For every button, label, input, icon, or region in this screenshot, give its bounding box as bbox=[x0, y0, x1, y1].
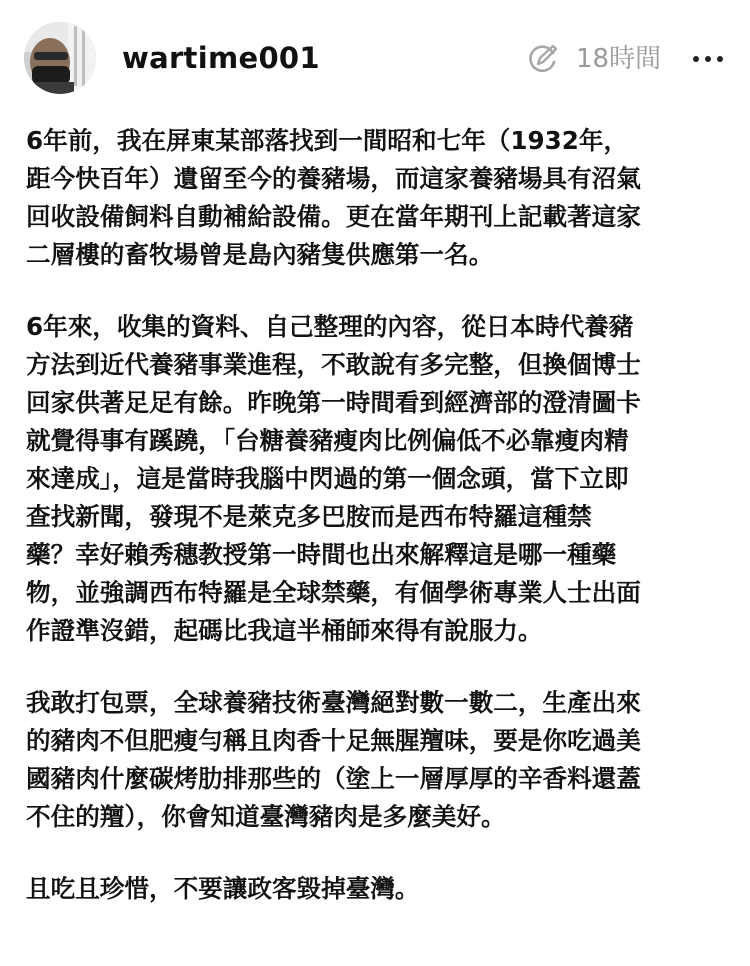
avatar[interactable] bbox=[24, 22, 96, 94]
username[interactable]: wartime001 bbox=[122, 41, 320, 75]
more-dots-icon[interactable] bbox=[690, 48, 726, 70]
post-paragraph: 6年前，我在屏東某部落找到一間昭和七年（1932年， 距今快百年）遺留至今的養豬場，而這家養豬場具有沼氣 回收設備飼料自動補給設備。更在當年期刊上記載著這家 二層樓的畜牧場曾是島內豬隻供應第一名。 bbox=[26, 126, 641, 269]
post-paragraph: 且吃且珍惜，不要讓政客毀掉臺灣。 bbox=[26, 874, 420, 903]
edited-pencil-icon[interactable] bbox=[526, 42, 560, 76]
post-paragraph: 6年來，收集的資料、自己整理的內容，從日本時代養豬 方法到近代養豬事業進程，不敢說有多完整，但換個博士 回家供著足足有餘。昨晚第一時間看到經濟部的澄清圖卡 就覺得事有蹊蹺，「台糖養豬瘦肉比例偏低不必靠瘦肉精 來達成」，這是當時我腦中閃過的第一個念頭，當下立即 查找新聞，發現不是萊克多巴胺而是西布特羅這種禁 藥？幸好賴秀穗教授第一時間也出來解釋這是哪一種藥 物，並強調西布特羅是全球禁藥，有個學術專業人士出面 作證準沒錯，起碼比我這半桶師來得有說服力。 bbox=[26, 312, 641, 645]
timestamp: 18時間 bbox=[576, 44, 662, 74]
avatar-photo bbox=[24, 22, 96, 94]
post-paragraph: 我敢打包票，全球養豬技術臺灣絕對數一數二，生產出來 的豬肉不但肥瘦勻稱且肉香十足無腥羶味，要是你吃過美 國豬肉什麼碳烤肋排那些的（塗上一層厚厚的辛香料還蓋 不住的羶），你會知道臺灣豬肉是多麼美好。 bbox=[26, 688, 641, 831]
post-header bbox=[0, 0, 750, 118]
post-body bbox=[26, 122, 730, 942]
